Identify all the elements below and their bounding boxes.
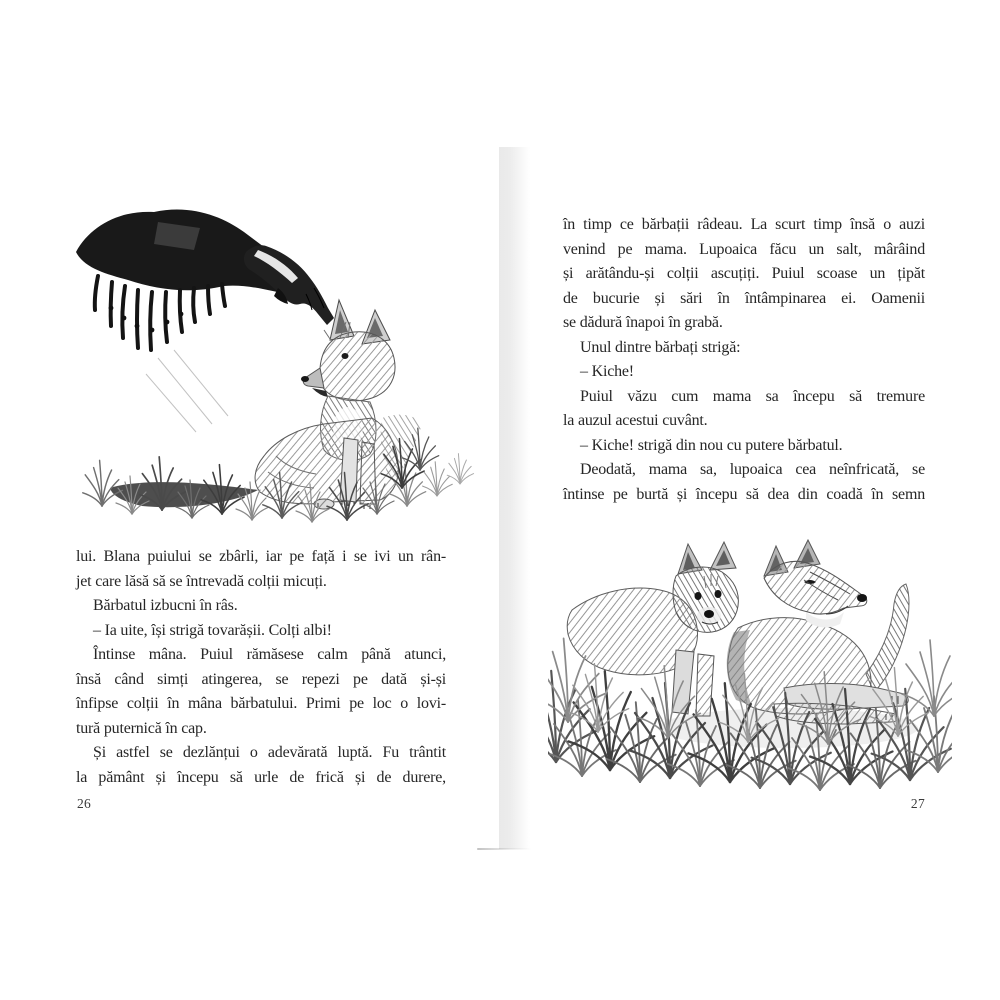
text-line: Bărbatul izbucni în râs.: [93, 597, 238, 614]
text-line: la pământ și începu să urle de frică și de durere,: [76, 768, 446, 786]
text-line: și arătându-și colții ascuțiți. Puiul scoase un țipăt: [563, 265, 925, 282]
text-line: lui. Blana puiului se zbârli, iar pe față i se ivi un rân-: [76, 548, 446, 565]
text-line: Deodată, mama sa, lupoaica cea neînfricată, se: [580, 461, 925, 478]
text-line: Unul dintre bărbați strigă:: [580, 338, 741, 356]
pup-eye: [342, 353, 349, 359]
text-line: înfipse colții în mâna bărbatului. Primi pe loc o lovi-: [76, 695, 446, 712]
text-line: întinse pe burtă și începu să dea din coadă în semn: [563, 485, 925, 503]
text-line: – Kiche! strigă din nou cu putere bărbatul.: [580, 436, 843, 454]
pup-eye-left: [695, 592, 702, 600]
pup-nose: [301, 376, 309, 382]
sketch-lines: [146, 350, 228, 432]
fringe-knots: [109, 306, 184, 333]
illustration-hand-petting-wolf-pup: [62, 188, 482, 533]
text-line: în timp ce bărbații râdeau. La scurt timp însă o auzi: [563, 216, 925, 233]
left-page-text: [76, 545, 446, 790]
text-line: tură puternică în cap.: [76, 719, 207, 737]
text-line: Puiul văzu cum mama sa începu să tremure: [580, 387, 925, 405]
pup-eye-right: [715, 590, 722, 598]
text-line: – Ia uite, își strigă tovarășii. Colți albi!: [93, 621, 332, 639]
text-line: la auzul acestui cuvânt.: [563, 412, 708, 429]
book-gutter-shadow: [499, 147, 530, 849]
text-line: de bucurie și sări în întâmpinarea ei. Oamenii: [563, 289, 925, 307]
page-bottom-edge: [477, 848, 532, 850]
right-page-number: 27: [910, 796, 925, 811]
right-page-text: [563, 213, 925, 507]
text-line: – Kiche!: [580, 363, 634, 380]
wolf-tail: [866, 584, 909, 692]
illustration-wolf-pup-and-adult-wolf: [548, 532, 952, 800]
text-line: venind pe mama. Lupoaica făcu un salt, mârâind: [563, 240, 925, 258]
text-line: Întinse mâna. Puiul rămăsese calm până atunci,: [93, 646, 446, 663]
text-line: Și astfel se dezlănțui o adevărată luptă. Fu trântit: [93, 744, 446, 761]
text-line: jet care lăsă să se întrevadă colții micuți.: [76, 572, 327, 590]
wolf-nose: [857, 594, 867, 602]
wolf-pup: [255, 300, 398, 509]
left-page-number: 26: [77, 796, 92, 811]
text-line: se dădură înapoi în grabă.: [563, 314, 723, 331]
pup-nose: [704, 610, 714, 618]
text-line: însă când simți atingerea, se repezi pe dată și-și: [76, 670, 446, 688]
